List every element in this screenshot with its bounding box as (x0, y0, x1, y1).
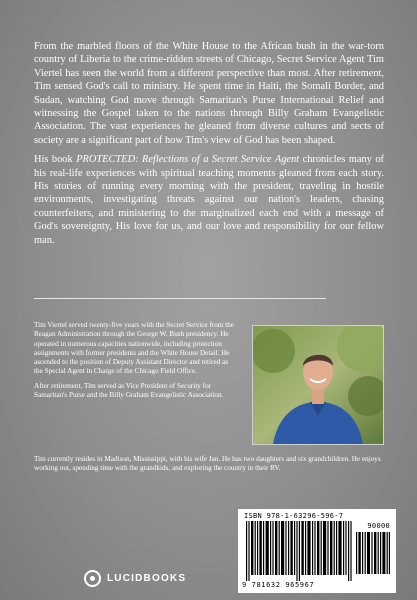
blurb-paragraph-2 (34, 153, 384, 247)
blurb-paragraph-2-prefix: His book (34, 154, 77, 166)
author-photo-image (253, 326, 383, 444)
blurb-paragraph-2-suffix: chronicles many of his real-life experiences with spiritual teaching moments gleaned from each story. His stories of running every morning with the president, traveling in hostile environments, investigating threats against our nation's leaders, chasing counterfeiters, and ministering to the marginalized each end with a message of God's sovereignty, His love for us, and our love and responsibility for our fellow man. (34, 154, 384, 246)
barcode-bars-icon (246, 521, 352, 581)
author-photo (252, 325, 384, 445)
book-blurb (34, 40, 384, 253)
bio-paragraph-3: Tim currently resides in Madison, Mississippi, with his wife Jan. He has two daughters and six grandchildren. He enjoys working out, spending time with the grandkids, and exploring the country in their RV. (34, 455, 381, 473)
lucidbooks-logo-icon (84, 570, 101, 587)
barcode-number: 9 781632 965967 (242, 581, 315, 589)
author-bio-continued (34, 455, 384, 474)
isbn-text: ISBN 978-1-63296-596-7 (244, 512, 344, 520)
book-title: PROTECTED: Reflections of a Secret Service Agent (76, 154, 300, 166)
price-bars-icon (356, 532, 390, 574)
publisher-logo (84, 569, 186, 587)
blurb-paragraph-1: From the marbled floors of the White House to the African bush in the war-torn country of Liberia to the crime-ridden streets of Chicago, Secret Service Agent Tim Viertel has seen the world from a different perspective than most. After retirement, Tim sensed God's call to ministry. He spent time in Haiti, the Somali Border, and Sudan, watching God move through Samaritan's Purse International Relief and witnessing the Gospel taken to the nations through Billy Graham Evangelistic Association. The vast experiences he gleaned from diverse cultures and sects of society are a significant part of how Tim's view of God has been shaped. (34, 41, 384, 146)
publisher-name: LUCIDBOOKS (107, 572, 187, 584)
price-code: 90000 (367, 522, 390, 530)
section-divider (34, 298, 326, 299)
isbn-barcode (238, 509, 396, 593)
author-bio (34, 321, 234, 405)
bio-paragraph-2: After retirement, Tim served as Vice President of Security for Samaritan's Purse and the Billy Graham Evangelistic Association. (34, 381, 224, 400)
bio-paragraph-1: Tim Viertel served twenty-five years with the Secret Service from the Reagan Administration through the George W. Bush presidency. He operated in numerous capacities nationwide, including protection assignments with former presidents and the White House Detail. He ascended to the position of Deputy Assistant Director and retired as the Special Agent in Charge of the Chicago Field Office. (34, 321, 234, 376)
